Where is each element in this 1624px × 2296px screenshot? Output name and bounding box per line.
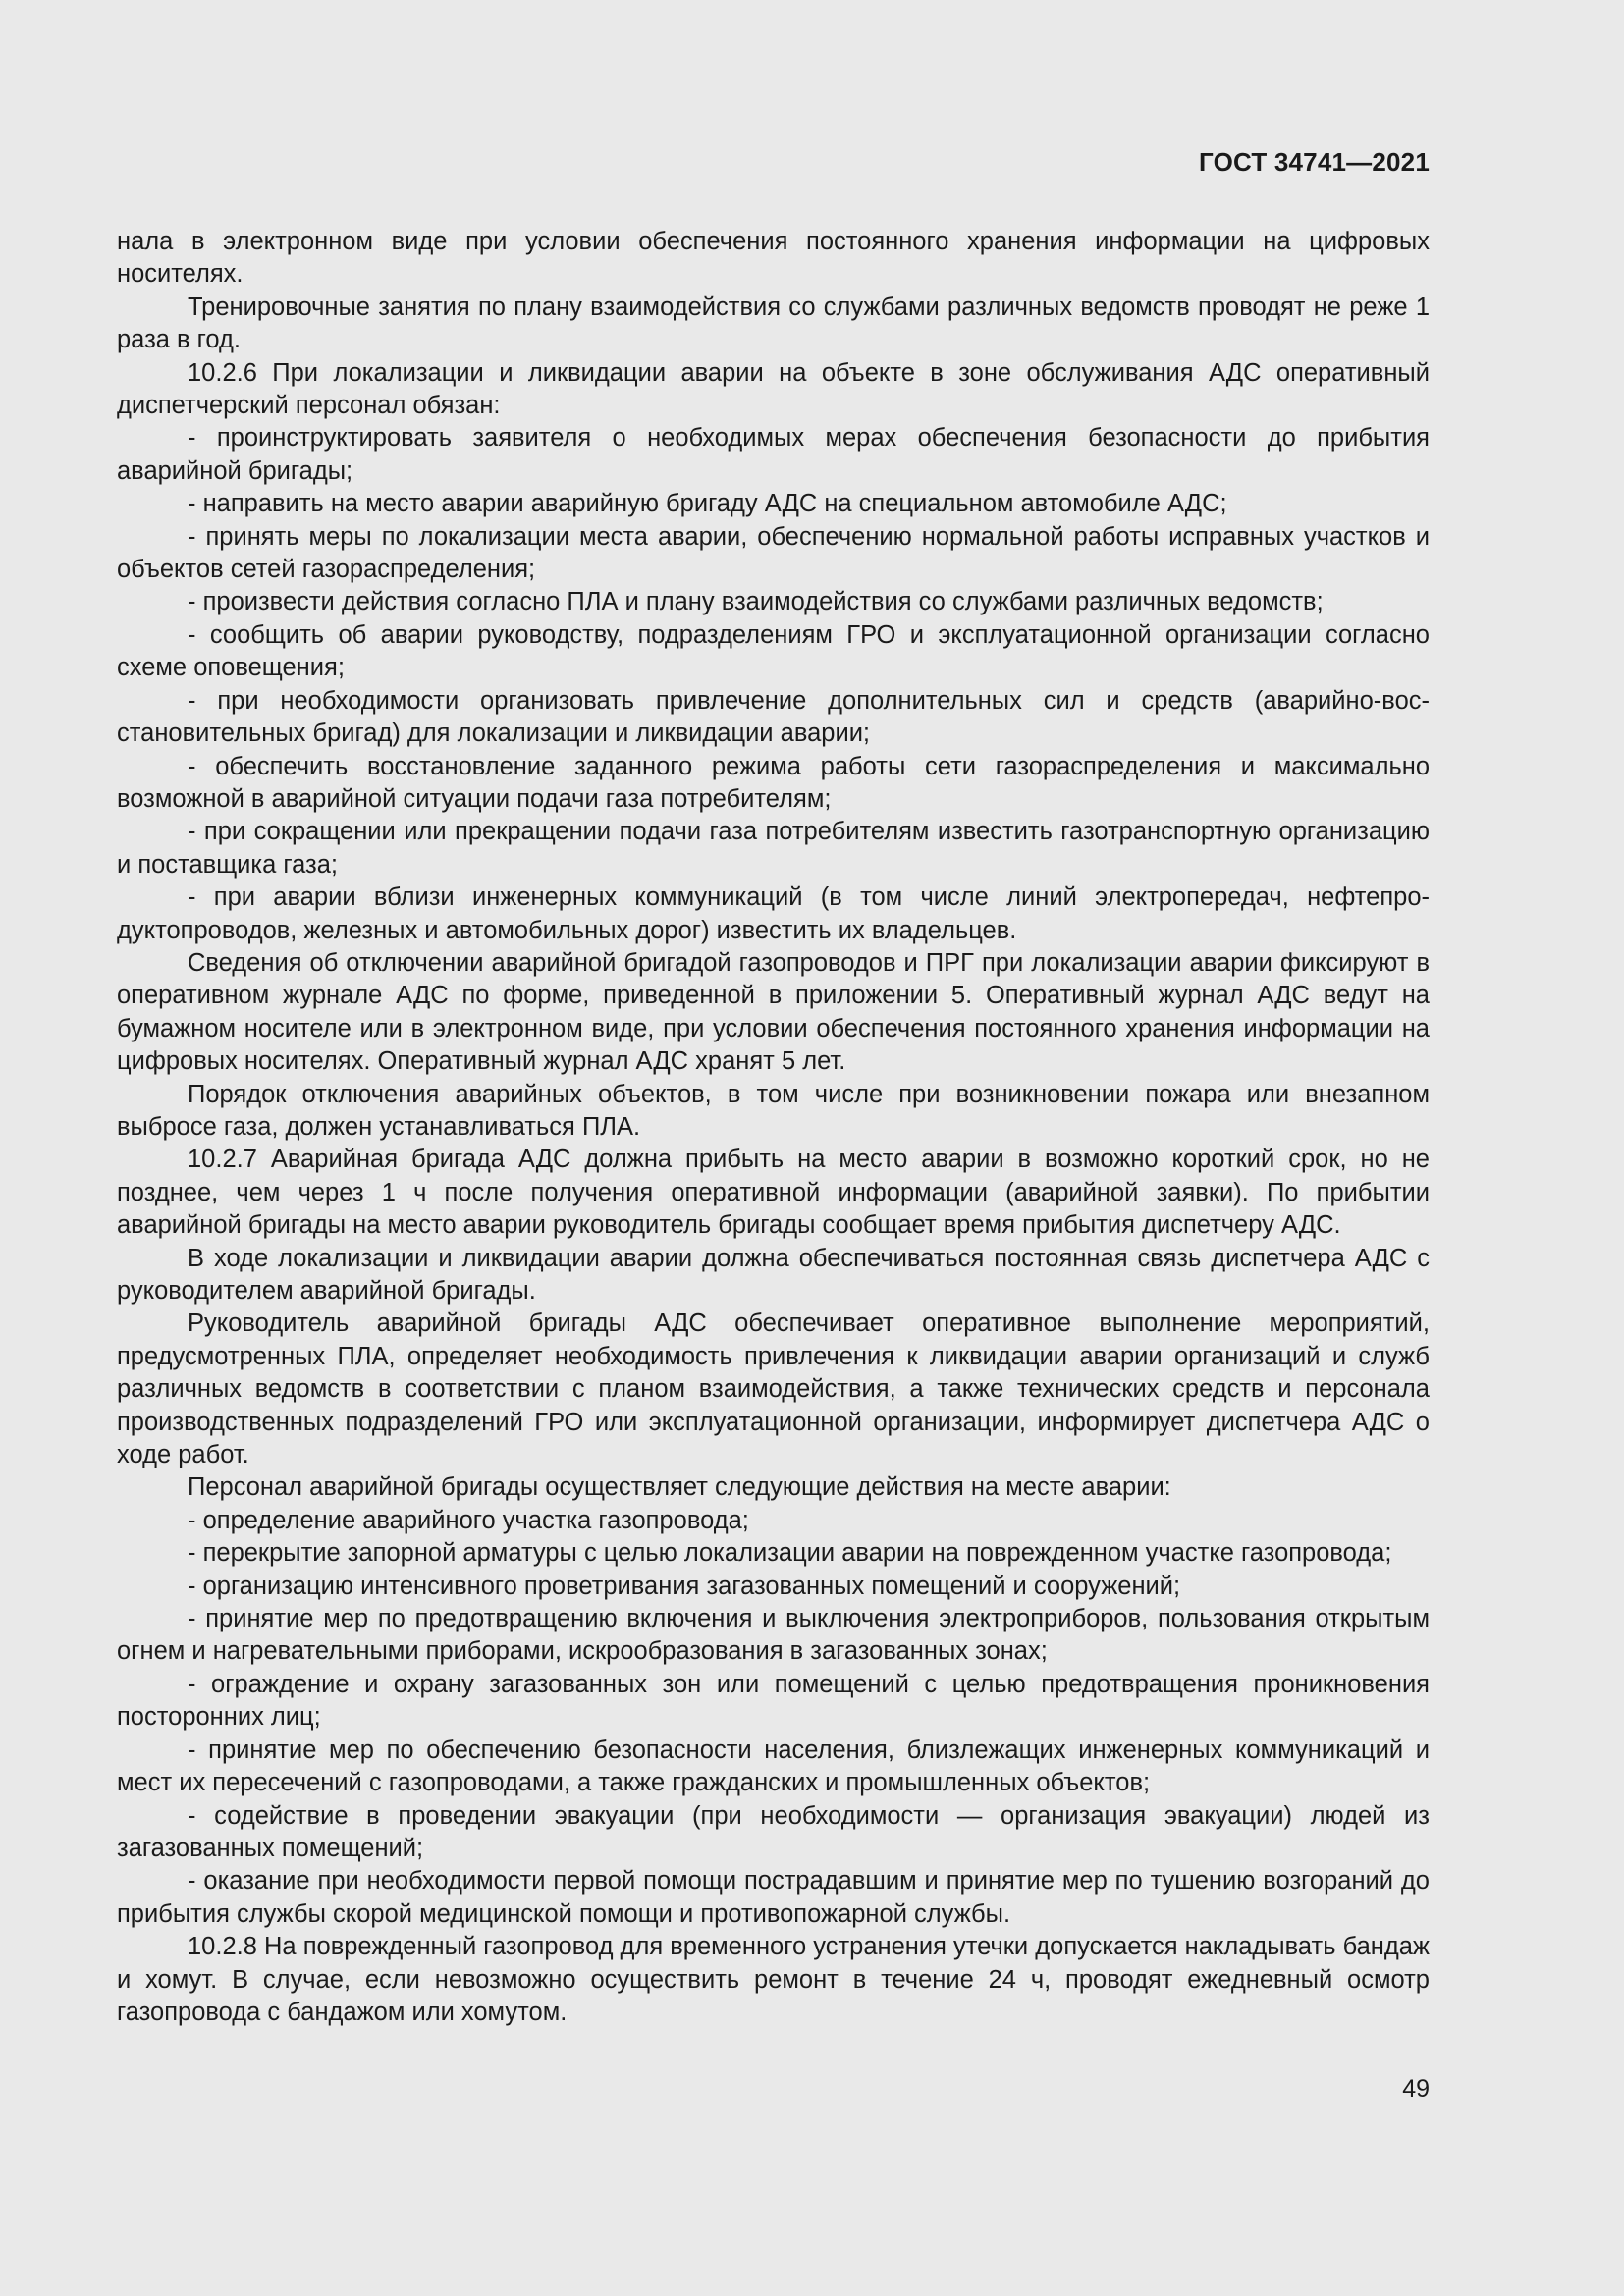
document-body [117,226,1430,2029]
list-item: - оказание при необходимости первой помощи пострадавшим и принятие мер по тушению возгораний до прибытия службы скорой медицинской помощи и противопожарной службы. [117,1867,1430,1928]
list-item: - направить на место аварии аварийную бригаду АДС на специальном автомобиле АДС; [188,490,1227,518]
list-item: - определение аварийного участка газопровода; [188,1506,749,1534]
list-item: - обеспечить восстановление заданного режима работы сети газораспределения и максимально возможной в аварийной ситуации подачи газа потребителям; [117,752,1430,813]
list-item: - произвести действия согласно ПЛА и плану взаимодействия со службами различных ведомств; [188,588,1324,616]
list-item: - перекрытие запорной арматуры с целью локализации аварии на поврежденном участке газопровода; [188,1539,1392,1568]
list-item: - содействие в проведении эвакуации (при необходимости — организация эвакуации) людей из загазованных помещений; [117,1801,1430,1862]
list-item: - при аварии вблизи инженерных коммуникаций (в том числе линий электропередач, нефтепродуктопроводов, железных и автомобильных дорог) известить их владельцев. [117,883,1430,944]
list-item: - при сокращении или прекращении подачи газа потребителям известить газотранспортную организацию и поставщика газа; [117,818,1430,879]
list-item: - организацию интенсивного проветривания загазованных помещений и сооружений; [188,1572,1181,1600]
list-item: - принятие мер по обеспечению безопасности населения, близлежащих инженерных коммуникаций и мест их пересечений с газопроводами, а также гражданских и промышленных объектов; [117,1735,1430,1797]
paragraph: 10.2.7 Аварийная бригада АДС должна прибыть на место аварии в возможно короткий срок, но не позднее, чем через 1 ч после получения оперативной информации (аварийной заявки). По прибытии аварийной бригады на место аварии руководитель бригады сообщает время прибытия диспетчеру АДС. [117,1146,1430,1240]
page-number: 49 [1402,2075,1430,2103]
paragraph: Сведения об отключении аварийной бригадой газопроводов и ПРГ при локализации аварии фиксируют в оперативном журнале АДС по форме, приведенной в приложении 5. Оперативный журнал АДС ведут на бумажном носителе или в электронном виде, при условии обеспечения постоянного хранения информации на цифровых носителях. Оперативный журнал АДС хранят 5 лет. [117,948,1430,1076]
paragraph: Руководитель аварийной бригады АДС обеспечивает оперативное выполнение мероприятий, предусмотренных ПЛА, определяет необходимость привлечения к ликвидации аварии организаций и служб различных ведомств в соответствии с планом взаимодействия, а также технических средств и персонала производственных подразделений ГРО или эксплуатационной организации, информирует диспетчера АДС о ходе работ. [117,1309,1430,1469]
paragraph: Порядок отключения аварийных объектов, в том числе при возникновении пожара или внезапном выбросе газа, должен устанавливаться ПЛА. [117,1080,1430,1141]
list-item: - принятие мер по предотвращению включения и выключения электроприборов, пользования открытым огнем и нагревательными приборами, искрообразования в загазованных зонах; [117,1605,1430,1666]
list-item: - сообщить об аварии руководству, подразделениям ГРО и эксплуатационной организации согласно схеме оповещения; [117,620,1430,682]
paragraph: Персонал аварийной бригады осуществляет следующие действия на месте аварии: [188,1473,1171,1502]
list-item: - проинструктировать заявителя о необходимых мерах обеспечения безопасности до прибытия аварийной бригады; [117,424,1430,485]
paragraph: нала в электронном виде при условии обеспечения постоянного хранения информации на цифровых носителях. [117,228,1430,289]
paragraph: В ходе локализации и ликвидации аварии должна обеспечиваться постоянная связь диспетчера АДС с руководителем аварийной бригады. [117,1244,1430,1305]
list-item: - принять меры по локализации места аварии, обеспечению нормальной работы исправных участков и объектов сетей газораспределения; [117,522,1430,584]
paragraph: 10.2.8 На поврежденный газопровод для временного устранения утечки допускается накладывать бандаж и хомут. В случае, если невозможно осуществить ремонт в течение 24 ч, проводят ежедневный осмотр газопровода с бандажом или хомутом. [117,1933,1430,2026]
paragraph: Тренировочные занятия по плану взаимодействия со службами различных ведомств проводят не реже 1 раза в год. [117,293,1430,354]
paragraph: 10.2.6 При локализации и ликвидации аварии на объекте в зоне обслуживания АДС оперативный диспетчерский персонал обязан: [117,358,1430,420]
list-item: - ограждение и охрану загазованных зон или помещений с целью предотвращения проникновения посторонних лиц; [117,1670,1430,1732]
list-item: - при необходимости организовать привлечение дополнительных сил и средств (аварийно-восстановительных бригад) для локализации и ликвидации аварии; [117,686,1430,748]
document-header: ГОСТ 34741—2021 [1199,147,1430,177]
